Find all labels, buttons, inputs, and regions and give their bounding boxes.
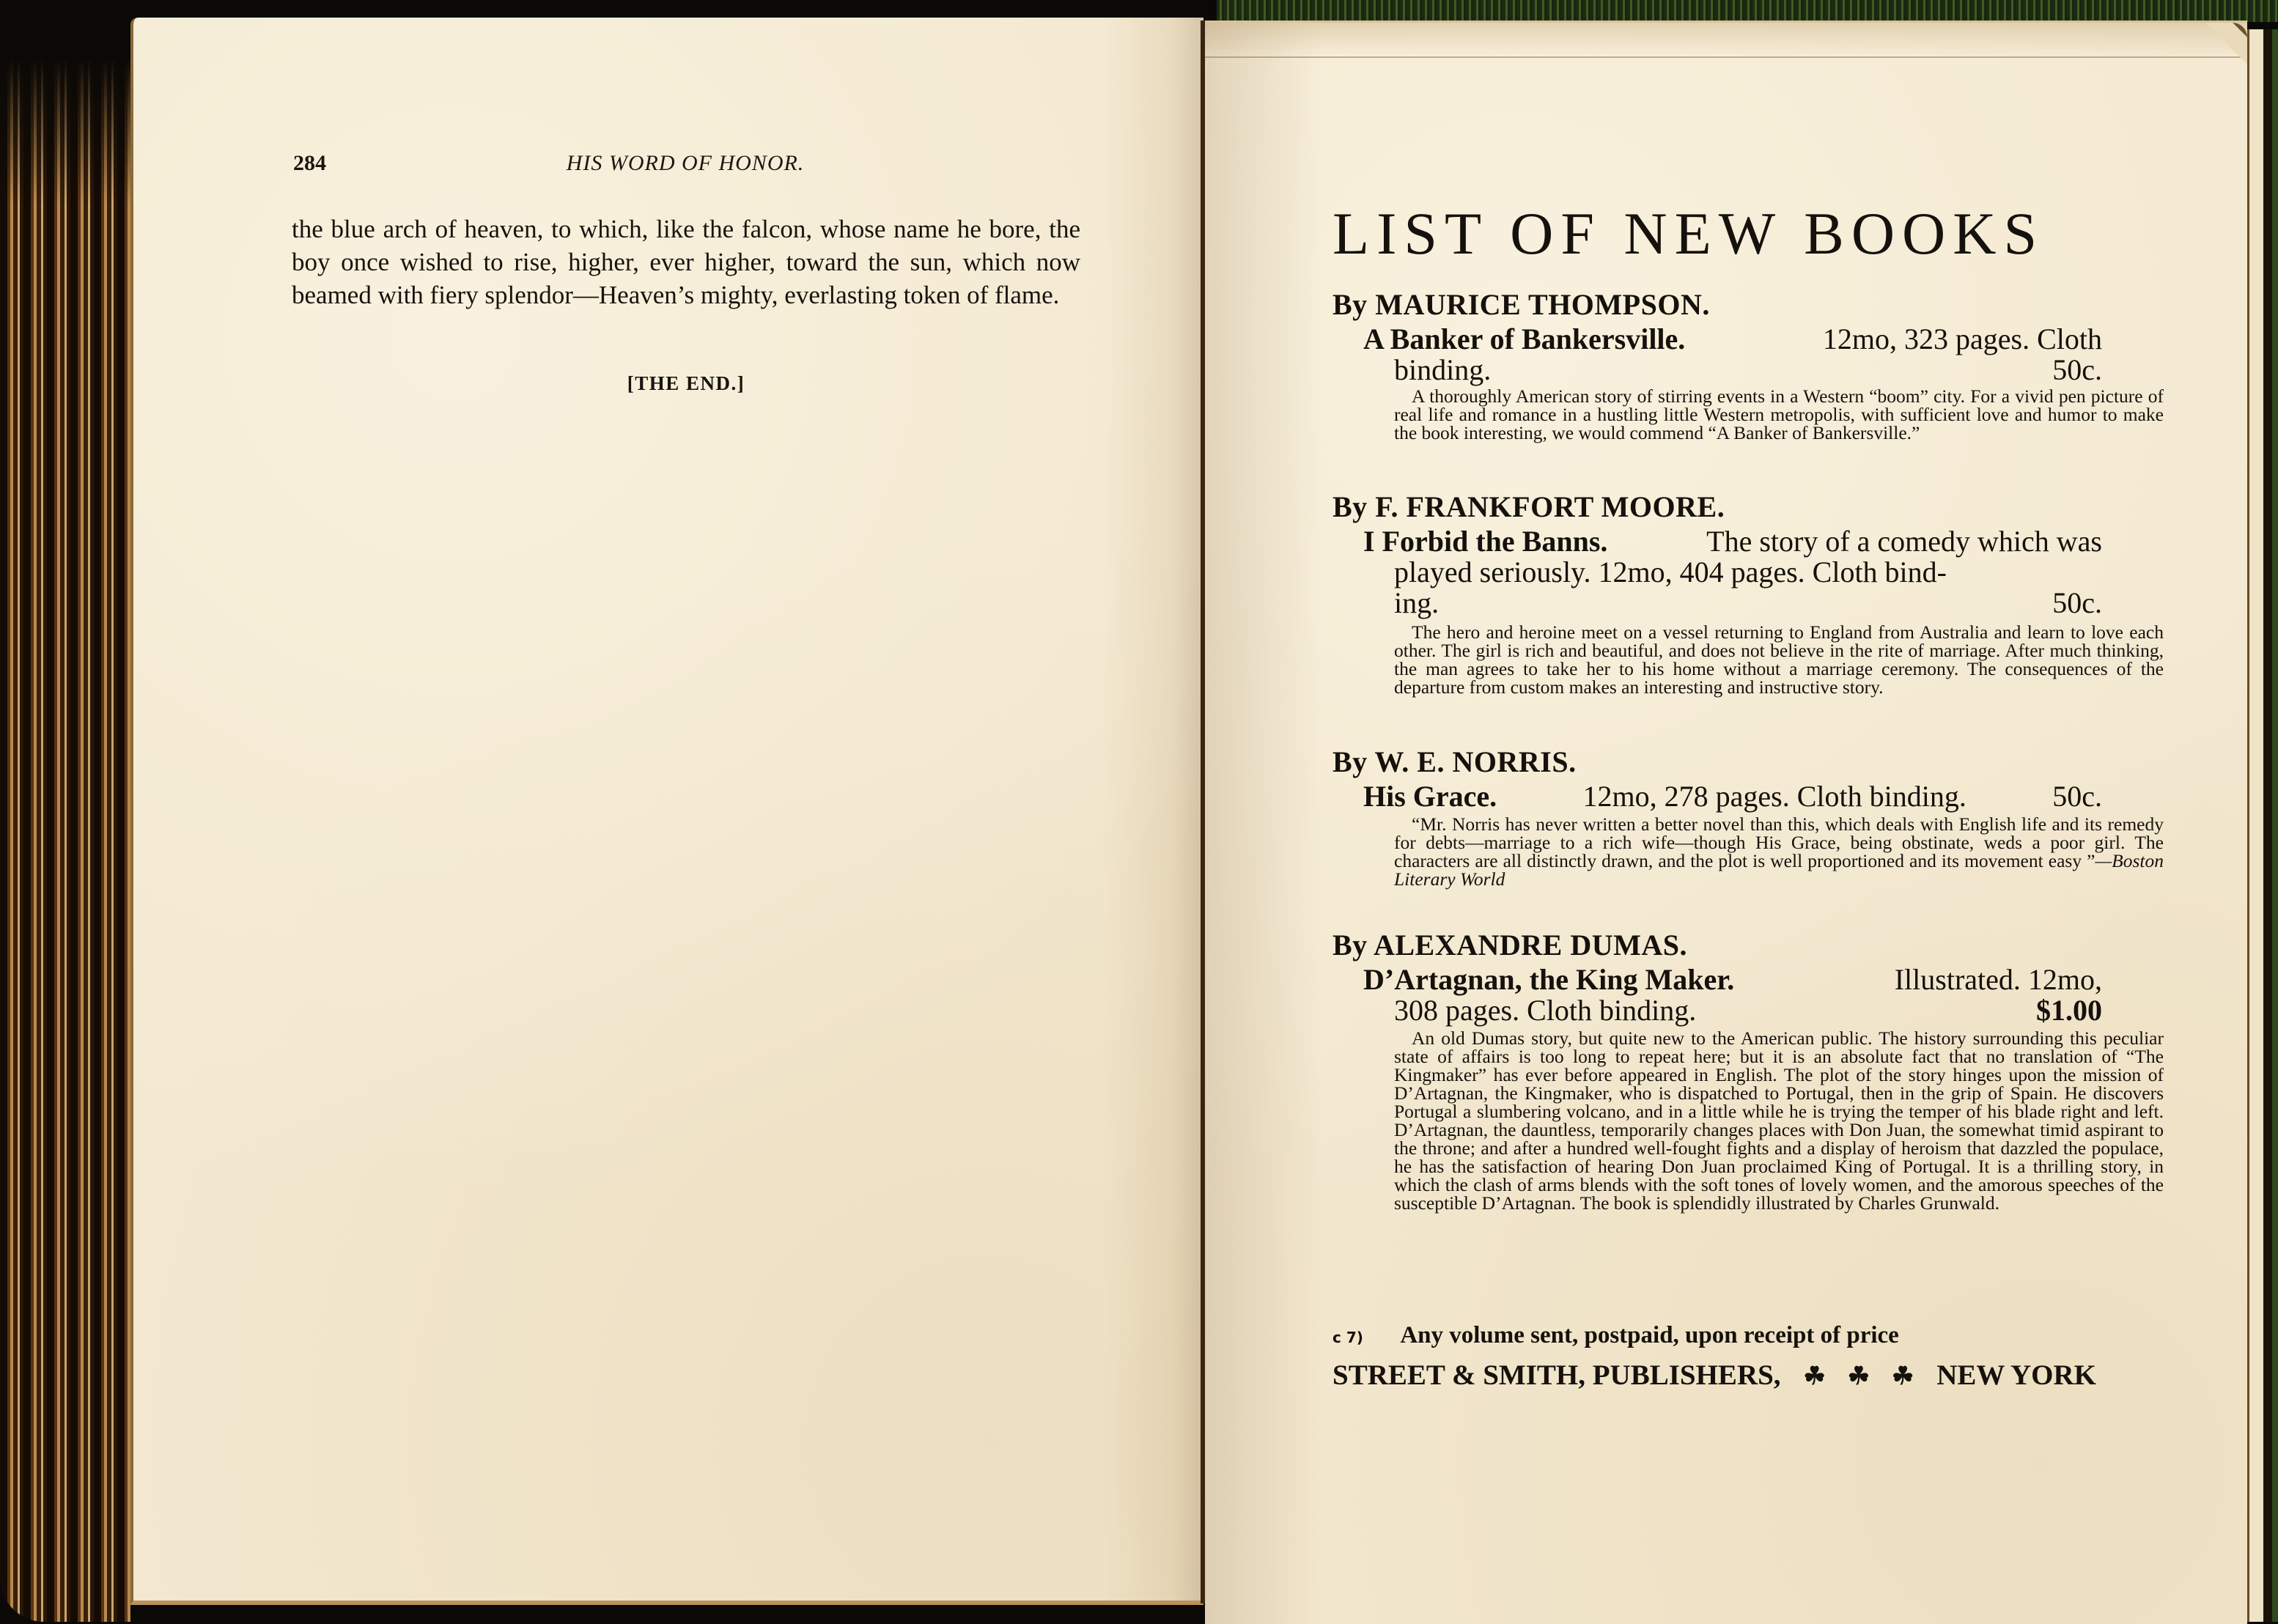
- book-title: His Grace.: [1363, 780, 1497, 813]
- the-end-marker: [THE END.]: [627, 372, 745, 394]
- author-heading: [1332, 490, 2102, 524]
- book-price: 50c.: [2052, 586, 2102, 619]
- author-heading: [1332, 928, 2102, 962]
- footer-note: [1332, 1322, 2102, 1349]
- publisher-name: STREET & SMITH, PUBLISHERS,: [1332, 1359, 1781, 1391]
- book-cover-cloth: [1217, 0, 2278, 22]
- book-details: 12mo, 278 pages. Cloth binding.: [1582, 780, 1966, 813]
- author-heading: [1332, 287, 2102, 322]
- running-title: HIS WORD OF HONOR.: [566, 151, 805, 175]
- book-details: played seriously. 12mo, 404 pages. Cloth bind-: [1394, 556, 1947, 588]
- review-source: —Boston Literary World: [1394, 850, 2164, 890]
- book-title-line: [1332, 781, 2102, 812]
- page-top-fold: [1205, 23, 2247, 58]
- paragraph-text: the blue arch of heaven, to which, like the falcon, whose name he bore, the boy once wished to rise, higher, ever higher, toward the sun, which now beamed with fiery splendor—Heaven’s mighty, everlasting token of flame.: [292, 215, 1080, 309]
- book-entry: [1332, 964, 2102, 1026]
- description-text: A thoroughly American story of stirring events in a Western “boom” city. For a vivid pen picture of real life and romance in a hustling little Western metropolis, with sufficient love and humor to make the book interesting, we would commend “A Banker of Bankersville.”: [1394, 385, 2164, 443]
- author-name: F. FRANKFORT MOORE.: [1375, 490, 1725, 523]
- publisher-city: NEW YORK: [1936, 1359, 2096, 1391]
- description-text: [1394, 815, 2164, 888]
- page-number: 284: [293, 151, 326, 175]
- book-price: $1.00: [2036, 994, 2102, 1027]
- by-label: By: [1332, 929, 1368, 962]
- book-title: A Banker of Bankersville.: [1363, 322, 1686, 355]
- closing-paragraph: [292, 213, 1080, 311]
- fleuron-icon: ☘: [1891, 1363, 1914, 1390]
- book-title: I Forbid the Banns.: [1363, 525, 1608, 558]
- book-description: [1332, 387, 2164, 442]
- dog-ear-corner: [2203, 23, 2247, 81]
- gutter-shadow: [1205, 23, 1322, 1624]
- book-entry: [1332, 324, 2102, 385]
- book-details-line: [1332, 588, 2102, 619]
- publisher-imprint: [1332, 1359, 2096, 1392]
- by-label: By: [1332, 288, 1368, 321]
- book-details: 308 pages. Cloth binding.: [1394, 994, 1697, 1027]
- gutter-shadow: [1101, 18, 1203, 1601]
- book-details: ing.: [1394, 586, 1440, 619]
- description-text: The hero and heroine meet on a vessel returning to England from Australia and learn to love each other. The girl is rich and beautiful, and does not believe in the rite of marriage. After much thinking, the man agrees to take her to his home without a marriage ceremony. The consequences of the departure from custom makes an interesting and instructive story.: [1394, 621, 2164, 698]
- book-details-line: [1332, 355, 2102, 385]
- page-edges-right: [2247, 29, 2278, 1622]
- book-details: Illustrated. 12mo,: [1894, 963, 2102, 996]
- book-description: [1332, 815, 2164, 888]
- author-name: MAURICE THOMPSON.: [1375, 288, 1710, 321]
- book-details-line: [1332, 557, 2102, 588]
- page-edges-left: [0, 59, 130, 1622]
- author-name: W. E. NORRIS.: [1374, 745, 1577, 778]
- book-details: The story of a comedy which was: [1706, 525, 2102, 558]
- book-description: [1332, 623, 2164, 696]
- list-title: LIST OF NEW BOOKS: [1332, 200, 2045, 267]
- review-quote: “Mr. Norris has never written a better novel than this, which deals with English life and its remedy for debts—marriage to a rich wife—though His Grace, being obstinate, weds a poor girl. The characters are all distinctly drawn, and the plot is well proportioned and its movement easy ”: [1394, 813, 2164, 871]
- fleuron-icon: ☘: [1847, 1363, 1870, 1390]
- author-heading: [1332, 745, 2102, 779]
- fleuron-icon: ☘: [1803, 1363, 1826, 1390]
- running-head: [293, 151, 1077, 180]
- signature-mark: c 7): [1332, 1329, 1363, 1346]
- book-price: 50c.: [2052, 353, 2102, 386]
- book-details: 12mo, 323 pages. Cloth: [1822, 322, 2102, 355]
- description-text: An old Dumas story, but quite new to the American public. The history surrounding this peculiar state of affairs is too long to repeat here; but it is an absolute fact that no translation of “The Kingmaker” has ever before appeared in English. The plot of the story hinges upon the mission of D’Artagnan, the Kingmaker, who is dispatched to Portugal, then in the grip of Spain. He discovers Portugal a slumbering volcano, and in a little while he is trying the temper of his blade right and left. D’Artagnan, the dauntless, temporarily changes places with Don Juan, the somewhat timid aspirant to the throne; and after a hundred well-fought fights and a display of heroism that dazzled the populace, he has the satisfaction of hearing Don Juan proclaimed King of Portugal. It is a thrilling story, in which the clash of arms blends with the soft tones of lovely women, and the amorous speeches of the susceptible D’Artagnan. The book is splendidly illustrated by Charles Grunwald.: [1394, 1027, 2164, 1214]
- author-name: ALEXANDRE DUMAS.: [1373, 929, 1688, 962]
- fleuron-group: [1796, 1359, 1921, 1392]
- book-title-line: [1332, 324, 2102, 355]
- book-price: 50c.: [2052, 780, 2102, 813]
- book-details-line: [1332, 995, 2102, 1026]
- book-details: binding.: [1394, 353, 1492, 386]
- book-description: [1332, 1029, 2164, 1212]
- book-entry: [1332, 526, 2102, 619]
- postage-note: Any volume sent, postpaid, upon receipt of price: [1400, 1322, 1899, 1348]
- book-title-line: [1332, 964, 2102, 995]
- book-title-line: [1332, 526, 2102, 557]
- book-entry: [1332, 781, 2102, 812]
- by-label: By: [1332, 745, 1368, 778]
- by-label: By: [1332, 490, 1368, 523]
- book-title: D’Artagnan, the King Maker.: [1363, 963, 1735, 996]
